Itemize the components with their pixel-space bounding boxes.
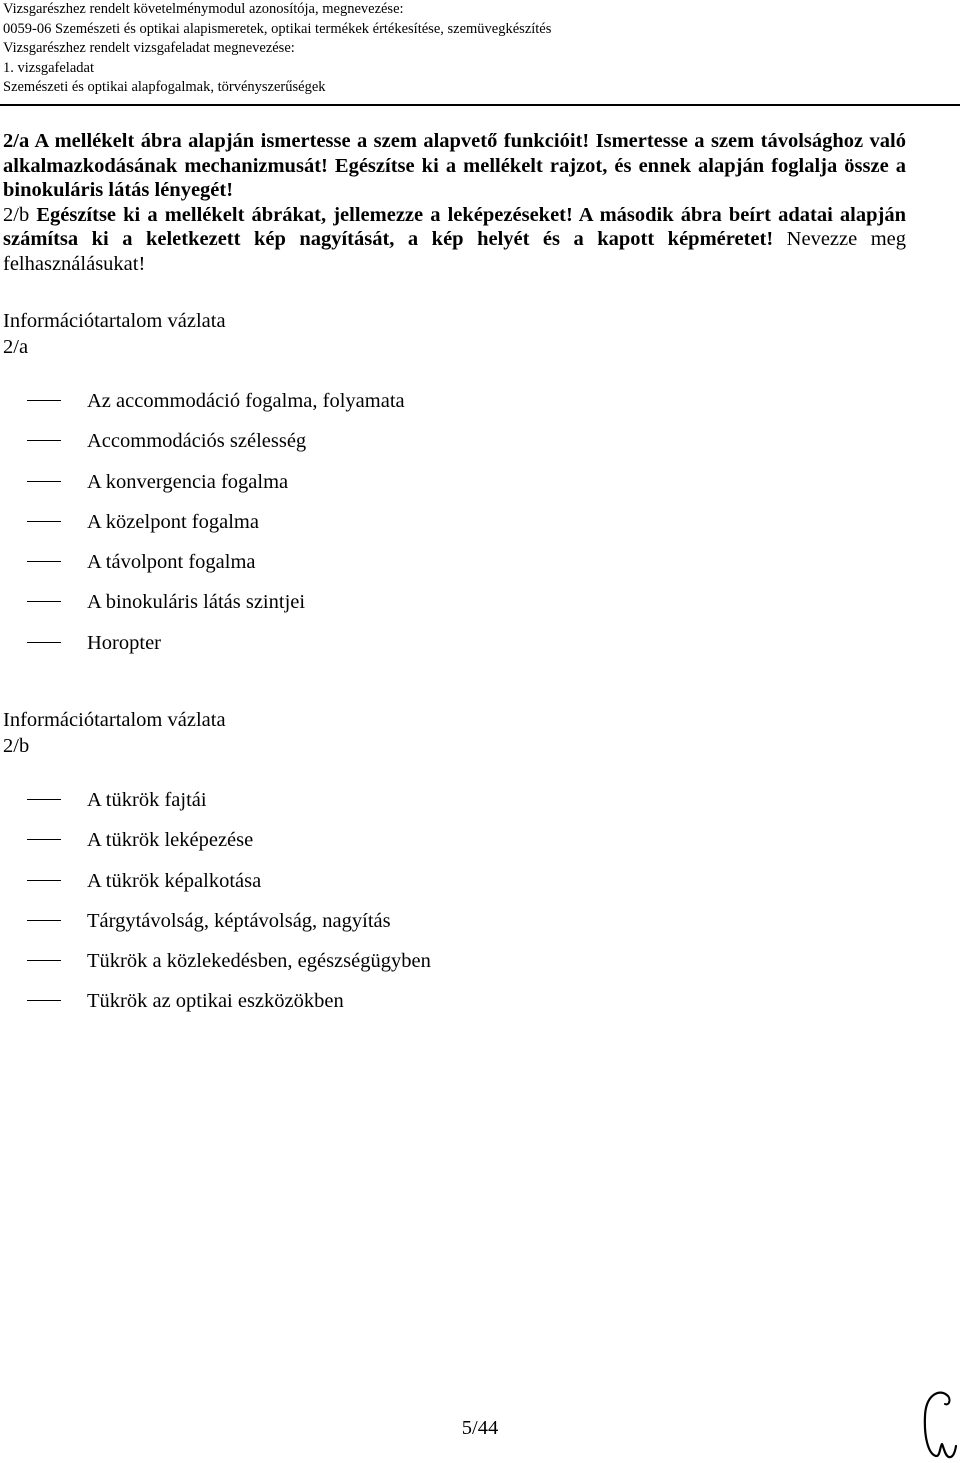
list-item [0, 828, 700, 868]
dash-bullet-icon [27, 920, 61, 921]
section-a-heading: Információtartalom vázlata [3, 310, 226, 332]
task-part-a: 2/a A mellékelt ábra alapján ismertesse a szem alapvető funkcióit! Ismertesse a szem távolsághoz való alkalmazkodásának mechanizmusát! Egészítse ki a mellékelt rajzot, és ennek alapján foglalja össze a binokuláris látás lényegét! [3, 130, 906, 201]
dash-bullet-icon [27, 601, 61, 602]
list-item [0, 631, 700, 671]
list-item-text: Horopter [87, 631, 162, 654]
task-part-b-prefix: 2/b [3, 203, 30, 226]
list-item-text: Az accommodáció fogalma, folyamata [87, 390, 405, 412]
list-item-text: Tárgytávolság, képtávolság, nagyítás [87, 909, 391, 932]
header-task-label: Vizsgarészhez rendelt vizsgafeladat megnevezése: [3, 40, 295, 56]
task-part-b-suffix: Nevezze meg felhasználásukat! [3, 228, 906, 275]
list-item [0, 909, 700, 949]
dash-bullet-icon [27, 440, 61, 441]
list-item-text: A konvergencia fogalma [87, 470, 289, 493]
list-item [0, 590, 700, 630]
list-item [0, 788, 700, 828]
dash-bullet-icon [27, 481, 61, 482]
list-item-text: A tükrök leképezése [87, 829, 254, 852]
list-item [0, 869, 700, 909]
list-item-text: Accommodációs szélesség [87, 430, 307, 453]
header-module-label: Vizsgarészhez rendelt követelménymodul azonosítója, megnevezése: [3, 1, 404, 17]
list-item-text: A közelpont fogalma [87, 510, 259, 533]
dash-bullet-icon [27, 839, 61, 840]
dash-bullet-icon [27, 960, 61, 961]
list-item-text: A binokuláris látás szintjei [87, 591, 306, 614]
handwritten-signature-icon [918, 1386, 958, 1462]
dash-bullet-icon [27, 799, 61, 800]
task-part-b: Egészítse ki a mellékelt ábrákat, jellemezze a leképezéseket! A második ábra beírt adatai alapján számítsa ki a keletkezett kép nagyítását, a kép helyét és a kapott képméretet! [3, 203, 906, 250]
header-task-name: Szemészeti és optikai alapfogalmak, törvényszerűségek [3, 79, 326, 95]
task-description [3, 129, 906, 276]
document-header [3, 0, 953, 98]
list-item-text: Tükrök a közlekedésben, egészségügyben [87, 950, 431, 973]
dash-bullet-icon [27, 642, 61, 643]
list-item [0, 510, 700, 550]
list-item [0, 949, 700, 989]
list-item-text: A távolpont fogalma [87, 551, 256, 574]
list-item [0, 989, 700, 1029]
section-b-label: 2/b [3, 735, 30, 757]
list-item-text: A tükrök fajtái [87, 789, 207, 811]
list-item [0, 389, 700, 429]
header-divider [0, 104, 960, 106]
list-item [0, 550, 700, 590]
section-b-heading: Információtartalom vázlata [3, 709, 226, 731]
dash-bullet-icon [27, 521, 61, 522]
dash-bullet-icon [27, 561, 61, 562]
section-a-list [0, 389, 700, 671]
section-b-list [0, 788, 700, 1030]
dash-bullet-icon [27, 1000, 61, 1001]
dash-bullet-icon [27, 880, 61, 881]
dash-bullet-icon [27, 400, 61, 401]
list-item-text: Tükrök az optikai eszközökben [87, 990, 344, 1013]
list-item [0, 470, 700, 510]
header-task-number: 1. vizsgafeladat [3, 59, 94, 76]
page-number: 5/44 [461, 1417, 499, 1439]
list-item [0, 429, 700, 469]
list-item-text: A tükrök képalkotása [87, 869, 262, 892]
section-a-label: 2/a [3, 336, 29, 358]
header-module-name: 0059-06 Szemészeti és optikai alapismeretek, optikai termékek értékesítése, szemüvegkészítés [3, 20, 552, 37]
